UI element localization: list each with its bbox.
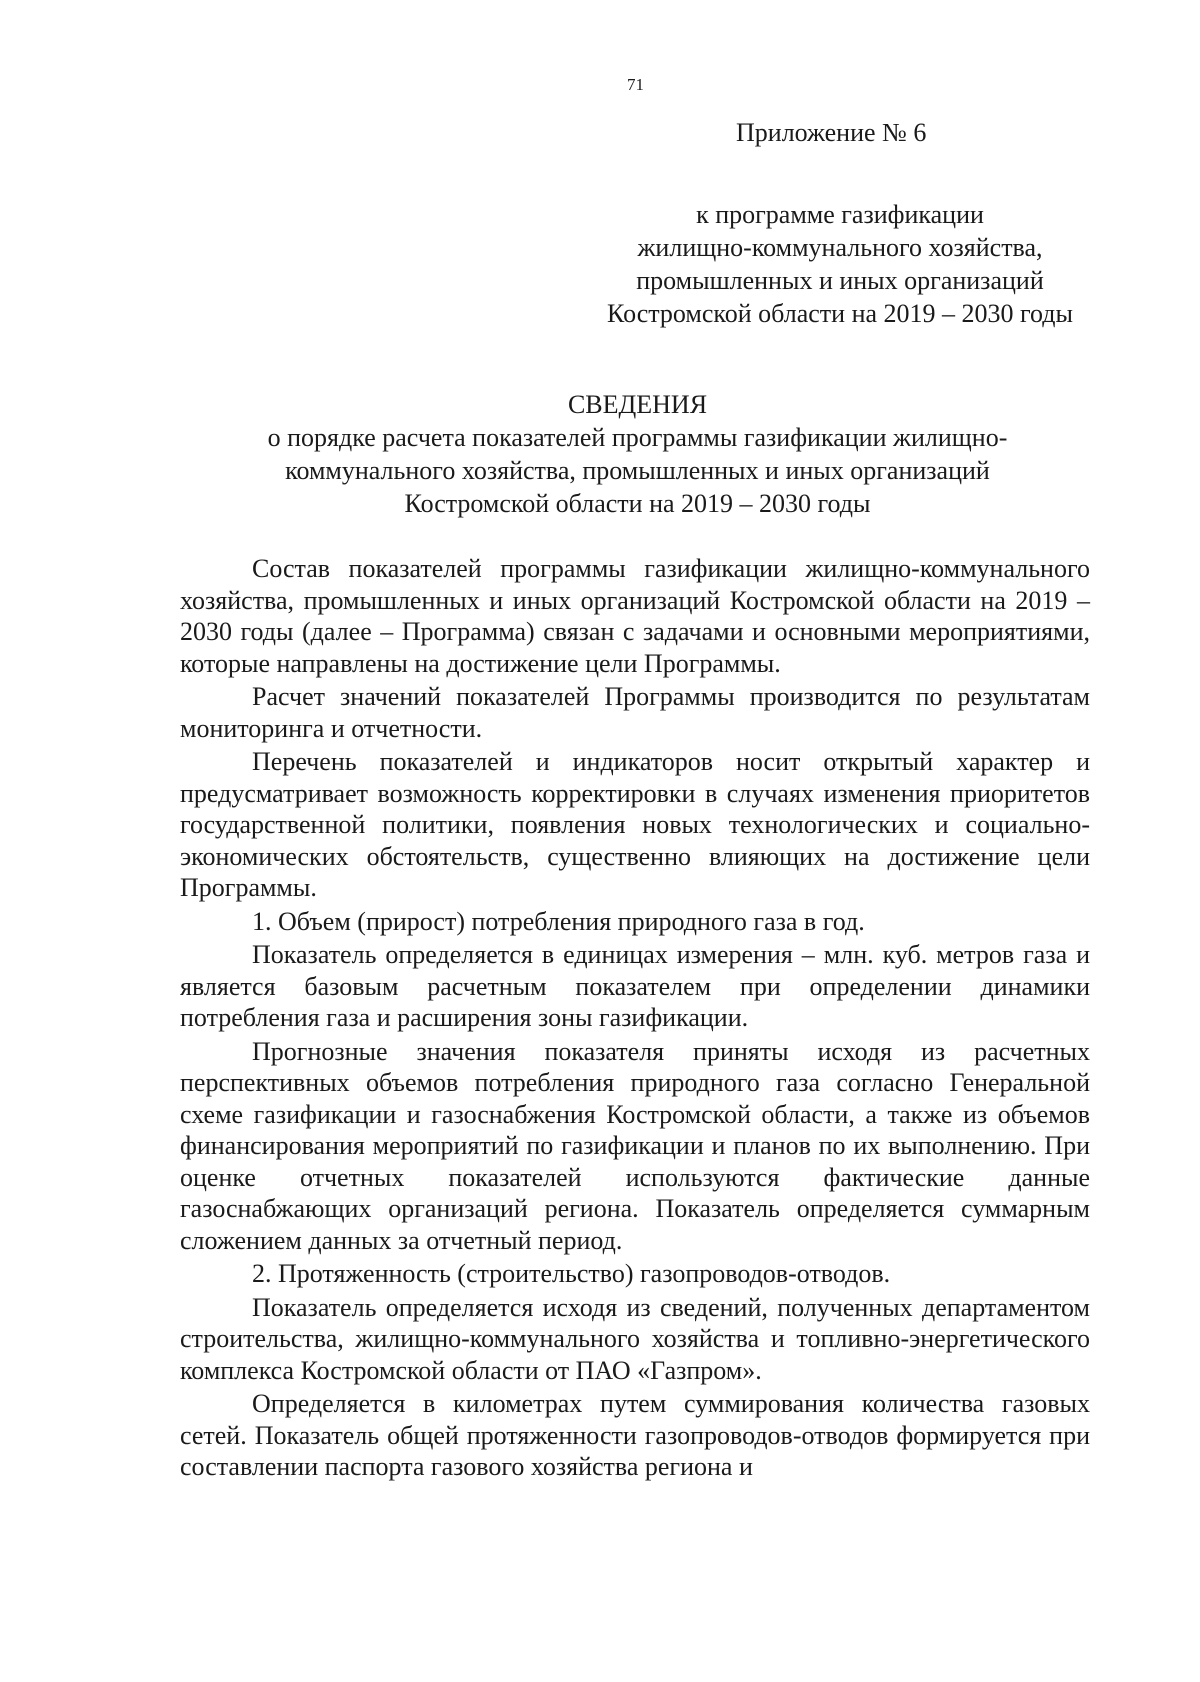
- heading-subtitle-line: о порядке расчета показателей программы газификации жилищно-: [267, 423, 1008, 452]
- section-heading-1: 1. Объем (прирост) потребления природного газа в год.: [252, 906, 865, 936]
- appendix-reference: [560, 198, 1120, 330]
- appendix-ref-line: жилищно-коммунального хозяйства,: [637, 233, 1043, 262]
- appendix-ref-line: промышленных и иных организаций: [636, 266, 1044, 295]
- paragraph: Показатель определяется исходя из сведений, полученных департаментом строительства, жилищно-коммунального хозяйства и топливно-энергетического комплекса Костромской области от ПАО «Газпром».: [180, 1292, 1090, 1385]
- paragraph: Показатель определяется в единицах измерения – млн. куб. метров газа и является базовым расчетным показателем при определении динамики потребления газа и расширения зоны газификации.: [180, 940, 1090, 1032]
- paragraph: Состав показателей программы газификации жилищно-коммунального хозяйства, промышленных и иных организаций Костромской области на 2019 – 2030 годы (далее – Программа) связан с задачами и основными мероприятиями, которые направлены на достижение цели Программы.: [180, 554, 1090, 678]
- paragraph: Перечень показателей и индикаторов носит открытый характер и предусматривает возможность корректировки в случаях изменения приоритетов государственной политики, появления новых технологических и социально-экономических обстоятельств, существенно влияющих на достижение цели Программы.: [180, 747, 1090, 902]
- heading-subtitle-line: Костромской области на 2019 – 2030 годы: [404, 489, 871, 518]
- paragraph: Расчет значений показателей Программы производится по результатам мониторинга и отчетности.: [180, 682, 1090, 743]
- appendix-ref-line: к программе газификации: [696, 200, 984, 229]
- paragraph: Прогнозные значения показателя приняты исходя из расчетных перспективных объемов потребления природного газа согласно Генеральной схеме газификации и газоснабжения Костромской области, а также из объемов финансирования мероприятий по газификации и планов по их выполнению. При оценке отчетных показателей используются фактические данные газоснабжающих организаций региона. Показатель определяется суммарным сложением данных за отчетный период.: [180, 1036, 1090, 1255]
- document-heading: [200, 388, 1075, 520]
- heading-title: СВЕДЕНИЯ: [567, 390, 708, 419]
- paragraph: Определяется в километрах путем суммирования количества газовых сетей. Показатель общей протяженности газопроводов-отводов формируется при составлении паспорта газового хозяйства региона и: [180, 1389, 1090, 1481]
- heading-subtitle-line: коммунального хозяйства, промышленных и иных организаций: [285, 456, 990, 485]
- body-text: [180, 553, 1090, 1485]
- appendix-ref-line: Костромской области на 2019 – 2030 годы: [607, 299, 1073, 328]
- appendix-title: Приложение № 6: [736, 118, 927, 147]
- section-heading-2: 2. Протяженность (строительство) газопроводов-отводов.: [252, 1259, 891, 1288]
- page-number: 71: [627, 75, 644, 94]
